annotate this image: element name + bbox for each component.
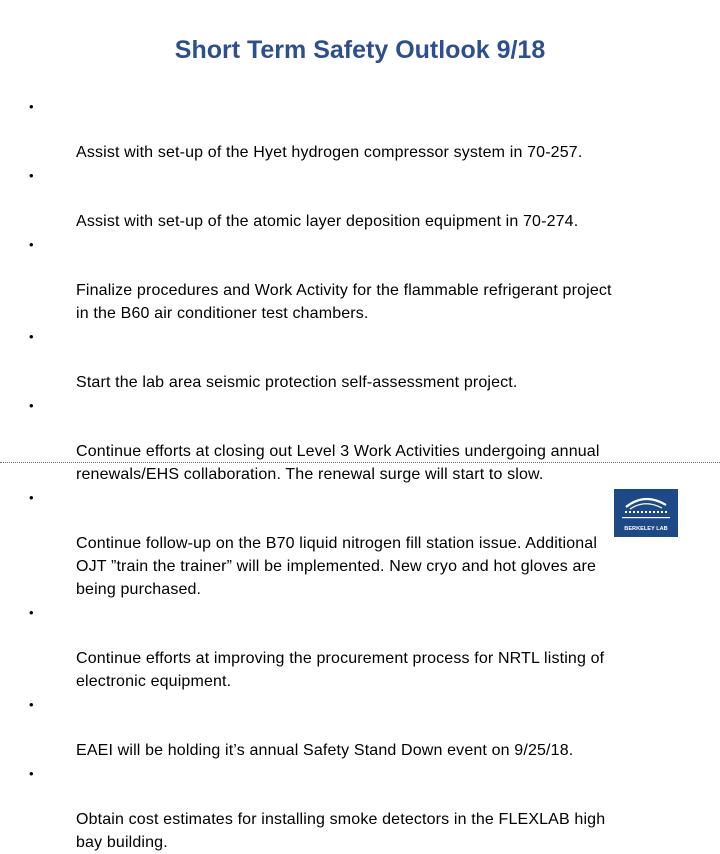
list-item [24, 762, 684, 854]
bullet-icon: • [29, 697, 34, 712]
bullet-text: Continue efforts at improving the procurement process for NRTL listing of electronic equipment. [76, 650, 605, 690]
bullet-text: Continue efforts at closing out Level 3 Work Activities undergoing annual renewals/EHS collaboration. The renewal surge will start to slow. [76, 443, 600, 483]
list-item [24, 233, 684, 325]
bullet-text: EAEI will be holding it’s annual Safety Stand Down event on 9/25/18. [76, 742, 574, 759]
berkeley-lab-logo-icon [614, 489, 678, 537]
berkeley-lab-logo [614, 489, 678, 537]
bullet-text: Finalize procedures and Work Activity for the flammable refrigerant project in the B60 air conditioner test chambers. [76, 282, 612, 322]
bullet-text: Assist with set-up of the atomic layer deposition equipment in 70-274. [76, 213, 579, 230]
bullet-text: Obtain cost estimates for installing smoke detectors in the FLEXLAB high bay building. [76, 811, 606, 851]
bullet-icon: • [29, 237, 34, 252]
list-item [24, 693, 684, 762]
logo-wordmark: BERKELEY LAB [624, 526, 668, 532]
list-item [24, 164, 684, 233]
bullet-icon: • [29, 99, 34, 114]
list-item [24, 601, 684, 693]
bullet-list [24, 95, 684, 854]
slide-title: Short Term Safety Outlook 9/18 [174, 36, 546, 64]
bullet-text: Assist with set-up of the Hyet hydrogen compressor system in 70-257. [76, 144, 583, 161]
bullet-icon: • [29, 329, 34, 344]
list-item [24, 486, 684, 601]
footer-divider [0, 462, 720, 463]
bullet-icon: • [29, 766, 34, 781]
bullet-text: Start the lab area seismic protection self-assessment project. [76, 374, 518, 391]
bullet-icon: • [29, 605, 34, 620]
list-item [24, 325, 684, 394]
bullet-icon: • [29, 168, 34, 183]
bullet-icon: • [29, 398, 34, 413]
list-item [24, 95, 684, 164]
bullet-text: Continue follow-up on the B70 liquid nitrogen fill station issue. Additional OJT ”train the trainer” will be implemented. New cryo and hot gloves are being purchased. [76, 535, 598, 598]
bullet-icon: • [29, 490, 34, 505]
list-item [24, 394, 684, 486]
